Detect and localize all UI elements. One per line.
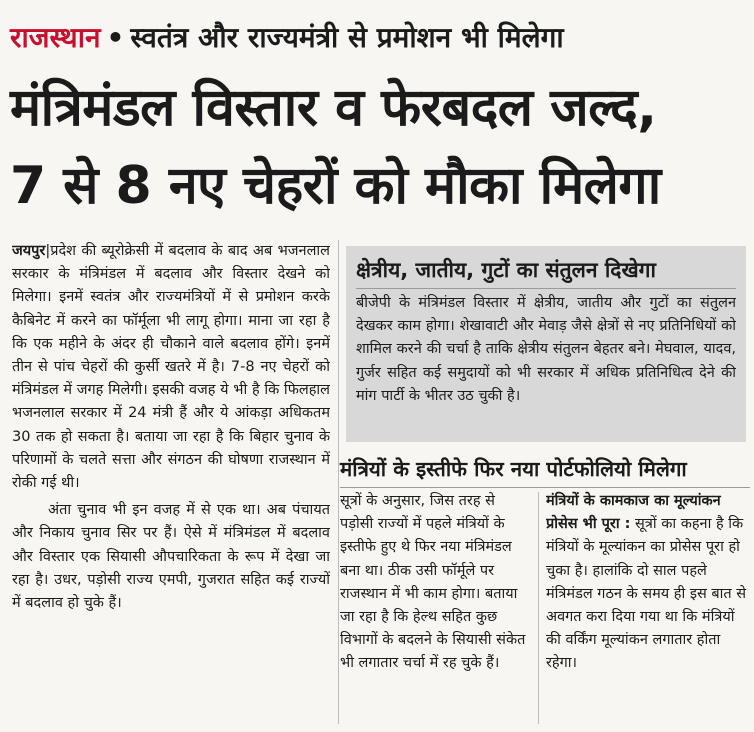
section2-right-column	[546, 490, 750, 726]
state-label: राजस्थान	[10, 21, 101, 54]
right-column-body: सूत्रों का कहना है कि मंत्रियों के मूल्यांकन का प्रोसेस पूरा हो चुका है। हालांकि दो साल पहले मंत्रिमंडल गठन के समय ही इस बात से अवगत करा दिया गया था कि मंत्रियों की वर्किंग मूल्यांकन लगातार होता रहेगा।	[546, 516, 747, 672]
box-body: बीजेपी के मंत्रिमंडल विस्तार में क्षेत्रीय, जातीय और गुटों का संतुलन देखकर काम होगा। शेखावाटी और मेवाड़ जैसे क्षेत्रों से नए प्रतिनिधियों को शामिल करने की चर्चा है ताकि क्षेत्रीय संतुलन बेहतर बने। मेघवाल, यादव, गुर्जर सहित कई समुदायों को भी सरकार में अधिक प्रतिनिधित्व देने की मांग पार्टी के भीतर उठ चुकी है।	[356, 295, 736, 404]
main-story-para-2: अंता चुनाव भी इन वजह में से एक था। अब पंचायत और निकाय चुनाव सिर पर हैं। ऐसे में मंत्रिमंडल में बदलाव और विस्तार एक सियासी औपचारिकता के रूप में देखा जा रहा है। उधर, पड़ोसी राज्य एमपी, गुजरात सहित कई राज्यों में बदलाव हो चुके हैं।	[12, 502, 330, 612]
kicker-subhead: स्वतंत्र और राज्यमंत्री से प्रमोशन भी मिलेगा	[130, 21, 564, 54]
column-divider	[338, 240, 339, 724]
main-story-para-1: जयपुर|प्रदेश की ब्यूरोक्रेसी में बदलाव के बाद अब भजनलाल सरकार के मंत्रिमंडल में बदलाव और विस्तार देखने को मिलेगा। इनमें स्वतंत्र और राज्यमंत्रियों में से प्रमोशन करके कैबिनेट में करने का फॉर्मूला भी लागू होगा। माना जा रहा है कि एक महीने के अंदर ही चौकाने वाले बदलाव होंगे। इनमें तीन से पांच चेहरों की कुर्सी खतरे में है। 7-8 नए चेहरों को मंत्रिमंडल में जगह मिलेगी। इसकी वजह ये भी है कि फिलहाल भजनलाल सरकार में 24 मंत्री हैं और ये आंकड़ा अधिकतम 30 तक हो सकता है। बताया जा रहा है कि बिहार चुनाव के परिणामों के चलते सत्ता और संगठन की घोषणा राजस्थान में रोकी गई थी।	[12, 243, 330, 492]
main-story-para-1-text: प्रदेश की ब्यूरोक्रेसी में बदलाव के बाद अब भजनलाल सरकार के मंत्रिमंडल में बदलाव और विस्तार देखने को मिलेगा। इनमें स्वतंत्र और राज्यमंत्रियों में से प्रमोशन करके कैबिनेट में करने का फॉर्मूला भी लागू होगा। माना जा रहा है कि एक महीने के अंदर ही चौकाने वाले बदलाव होंगे। इनमें तीन से पांच चेहरों की कुर्सी खतरे में है। 7-8 नए चेहरों को मंत्रिमंडल में जगह मिलेगी। इसकी वजह ये भी है कि फिलहाल भजनलाल सरकार में 24 मंत्री हैं और ये आंकड़ा अधिकतम 30 तक हो सकता है। बताया जा रहा है कि बिहार चुनाव के परिणामों के चलते सत्ता और संगठन की घोषणा राजस्थान में रोकी गई थी।	[12, 243, 330, 492]
bullet-separator: •	[106, 21, 125, 54]
section2-heading: मंत्रियों के इस्तीफे फिर नया पोर्टफोलियो मिलेगा	[340, 457, 687, 481]
main-story-column	[12, 240, 330, 726]
highlight-box	[346, 246, 746, 442]
right-column-lead: मंत्रियों के कामकाज का मूल्यांकन प्रोसेस भी पूरा :	[546, 493, 721, 533]
box-heading: क्षेत्रीय, जातीय, गुटों का संतुलन दिखेगा	[356, 252, 736, 289]
kicker-line	[10, 18, 750, 58]
section2-column-divider	[538, 492, 539, 724]
headline-line-2: 7 से 8 नए चेहरों को मौका मिलेगा	[10, 156, 661, 216]
section2-middle-column: सूत्रों के अनुसार, जिस तरह से पड़ोसी राज्यों में पहले मंत्रियों के इस्तीफे हुए थे फिर नया मंत्रिमंडल बना था। ठीक उसी फॉर्मूले पर राजस्थान में भी काम होगा। बताया जा रहा है कि हेल्थ सहित कुछ विभागों के बदलने के सियासी संकेत भी लगातार चर्चा में रह चुके हैं।	[340, 493, 526, 672]
section2-rule	[340, 487, 750, 488]
headline-line-1: मंत्रिमंडल विस्तार व फेरबदल जल्द,	[10, 78, 657, 138]
dateline: जयपुर	[12, 243, 46, 259]
